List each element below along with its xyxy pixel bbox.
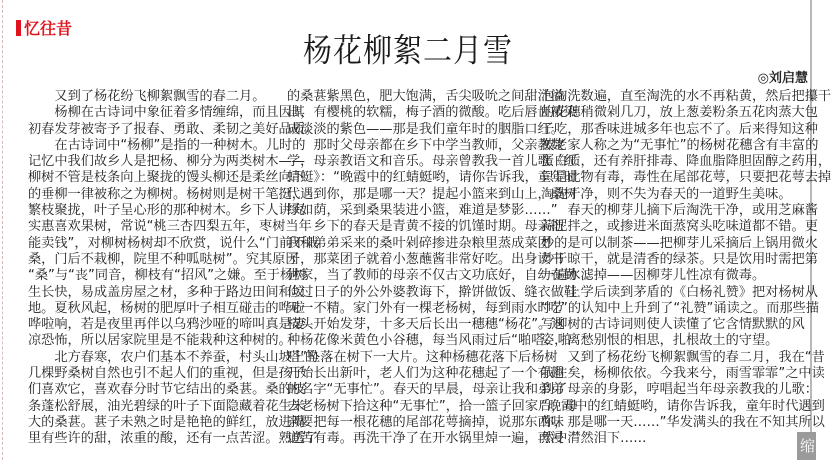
article-column-3	[541, 89, 831, 448]
article-text-line: 我和弟弟采来的桑叶剁碎掺进杂粮里蒸成菜团	[287, 235, 551, 251]
article-text-line: 子吃，那香味进城多年也忘不了。后来得知这种	[541, 121, 818, 137]
article-text-line: 繁枝聚拢，叶子呈心形的那种树木。乡下人讲究	[28, 203, 305, 219]
article-text-line: 出，有樱桃的软糯，梅子酒的微酸。吃后唇齿被染	[287, 105, 578, 121]
article-text-line: 去老杨树下拾这种“无事忙”，拾一篮子回家后，母	[287, 398, 578, 414]
article-text-line: 春天的柳芽儿摘下后淘洗干净，或用芝麻酱	[567, 203, 818, 219]
article-text-line: 上学后读到茅盾的《白杨礼赞》把对杨树从	[567, 284, 818, 300]
article-text-line: 里有些许的甜，浓重的酸，还有一点苦涩。熟透了	[28, 431, 319, 447]
article-text-line: 那时父母亲都在乡下中学当教师，父亲教数	[313, 137, 564, 153]
article-text-line: 然中潸然泪下……	[541, 431, 647, 447]
article-text-line: 俭过日子的外公外婆教诲下，擀饼做饭、缝衣做鞋	[287, 284, 578, 300]
article-text-line: 道苦有毒。再洗干净了在开水锅里焯一遍，再浸	[287, 431, 564, 447]
article-text-line: 学，母亲教语文和音乐。母亲曾教我一首儿歌《红	[287, 154, 578, 170]
article-text-line: 在古诗词中“杨柳”是指的一种树木。儿时的	[54, 137, 306, 153]
article-text-line: 地。夏秋风起，杨树的肥厚叶子相互碰击的哗啦	[28, 300, 305, 316]
article-text-line: “吃”的认知中上升到了“礼赞”诵读之。而那些描	[541, 300, 819, 316]
article-text-line: 的花穗稍微剁几刀，放上葱姜粉条五花肉蒸大包	[541, 105, 818, 121]
article-text-line: 能卖钱”，对柳树杨树却不欣赏，说什么“门前不栽	[28, 235, 319, 251]
shrink-button[interactable]: 缩	[797, 432, 816, 460]
article-text-line: 妙的是可以制茶——把柳芽儿采摘后上锅用微火	[541, 235, 818, 251]
article-text-line: 枝头开始发芽，十多天后长出一穗穗“杨花”。这	[287, 317, 565, 333]
article-text-line: 绿如荫，采到桑果装进小篮，难道是梦影……”	[287, 203, 558, 219]
article-text-line: 凉恐怖，所以居家院里是不能栽种这种树的。	[28, 333, 292, 349]
article-text-line: 炒干晾干，就是清香的绿茶。只是饮用时需把第	[541, 251, 818, 267]
article-text-line: “晚霞中的红蜻蜓哟，请你告诉我，童年时代遇到	[541, 398, 825, 414]
article-text-line: 的桑葚紫黑色，肥大饱满，舌尖吸吮之间甜汁溢	[287, 89, 564, 104]
article-text-line: 北方春寒，农户们基本不养蚕，村头山坡上的	[54, 349, 319, 365]
article-text-line: 条蓬松舒展，油光碧绿的叶子下面隐藏着花生米	[28, 398, 305, 414]
section-label: 忆往昔	[24, 19, 73, 38]
article-text-line: 淘洗干净，则不失为春天的一道野生美味。	[541, 186, 792, 202]
article-column-1	[28, 89, 319, 448]
article-text-line: 成淡淡的紫色——那是我们童年时的胭脂口红。	[287, 121, 564, 137]
article-text-line: 桑，门后不栽柳，院里不种呱哒树”。究其原因	[28, 251, 299, 267]
article-text-line: 种杨花像米黄色小谷穗，每当风雨过后“啪嗒、啪	[287, 333, 571, 349]
article-text-line: 被老家人称之为“无事忙”的杨树花穗含有丰富的	[541, 137, 819, 153]
article-text-line: 我往矣，杨柳依依。今我来兮，雨雪霏霏”之中读	[541, 366, 825, 382]
article-text-line: 无一不精。家门外有一棵老杨树，每到雨水时节	[287, 300, 564, 316]
article-text-line: 乡下的春天是青黄不接的饥馑时期。母亲把	[313, 219, 564, 235]
article-text-line: 几棵野桑树自然也引不起人们的重视，但是孩子	[28, 366, 305, 382]
article-text-line: 蜻蜓》：“晚霞中的红蜻蜓哟，请你告诉我，童年时	[287, 170, 578, 186]
article-text-line: 杨柳在古诗词中象征着多情缠绵，而且因其	[54, 105, 305, 121]
article-text-line: 世家，当了教师的母亲不仅古文功底好，自幼在勤	[287, 268, 578, 284]
article-text-line: 实惠喜欢果树，常说“桃三杏四梨五年，枣树当年	[28, 219, 312, 235]
article-text-line: 蒜泥拌之，或掺进米面蒸窝头吃味道都不错。更	[541, 219, 818, 235]
article-text-line: 亲要把每一根花穗的尾部花萼摘掉，说那东西味	[287, 414, 564, 430]
article-text-line: 又到了杨花纷飞柳絮飘雪的春二月，我在“昔	[567, 349, 825, 365]
article-text-line: 写柳树的古诗词则使人读懂了它含情默默的风	[541, 317, 805, 333]
article-text-line: 蛋白质，还有养肝排毒、降血脂降胆固醇之药用，	[541, 154, 831, 170]
article-text-line: 记忆中我们故乡人是把杨、柳分为两类树木——	[28, 154, 305, 170]
article-text-line: 生长快，易成盖房屋之材，多种于路边田间和坟	[28, 284, 305, 300]
article-text-line: 嗒”坠落在树下一大片。这种杨穗花落下后杨树	[287, 349, 558, 365]
article-byline: ◎刘启慧	[757, 71, 808, 86]
article-text-line: 的名字“无事忙”。春天的早晨，母亲让我和弟弟	[287, 382, 565, 398]
article-text-line: 柳树不管是枝条向上聚拢的馒头柳还是柔丝向下	[28, 170, 305, 186]
article-text-line: 子，那菜团子就着小葱蘸酱非常好吃。出身读书	[287, 251, 564, 267]
article-text-line: “桑”与“丧”同音，柳枝有“招风”之嫌。至于杨树	[28, 268, 307, 284]
article-column-2	[287, 89, 578, 448]
article-text-line: 姿，离愁别恨的相思，扎根故土的守望。	[541, 333, 779, 349]
article-text-line: 你，那是哪一天……”华发满头的我在不知其所以	[541, 414, 825, 430]
article-text-line: 泡淘洗数遍，直至淘洗的水不再粘黄，然后把攥干	[541, 89, 831, 104]
article-title: 杨花柳絮二月雪	[302, 31, 513, 70]
article-text-line: 开始长出新叶，老人们为这种花穗起了一个有趣	[287, 366, 564, 382]
article-text-line: 到了母亲的身影，哼唱起当年母亲教我的儿歌：	[541, 382, 818, 398]
article-text-line: 一遍水滤掉——因柳芽儿性凉有微毒。	[541, 268, 766, 284]
article-text-line: 哗啦响，若是夜里再伴以乌鸦沙哑的啼叫真是凄	[28, 317, 305, 333]
article-text-line: 初春发芽被寄予了报春、勇敢、柔韧之美好品质。	[28, 121, 319, 137]
article-text-line: 又到了杨花纷飞柳絮飘雪的春二月。	[54, 89, 266, 104]
article-text-line: 们喜欢它，喜欢春分时节它结出的桑葚。桑的枝	[28, 382, 305, 398]
article-text-line: 的垂柳一律被称之为柳树。杨树则是树干笔挺，	[28, 186, 305, 202]
article-text-line: 代遇到你，那是哪一天？提起小篮来到山上，桑树	[287, 186, 578, 202]
article-text-line: 大的桑葚。葚子未熟之时是艳艳的鲜红，放进嘴	[28, 414, 305, 430]
article-text-line: 只是此物有毒，毒性在尾部花萼，只要把花萼去掉	[541, 170, 831, 186]
